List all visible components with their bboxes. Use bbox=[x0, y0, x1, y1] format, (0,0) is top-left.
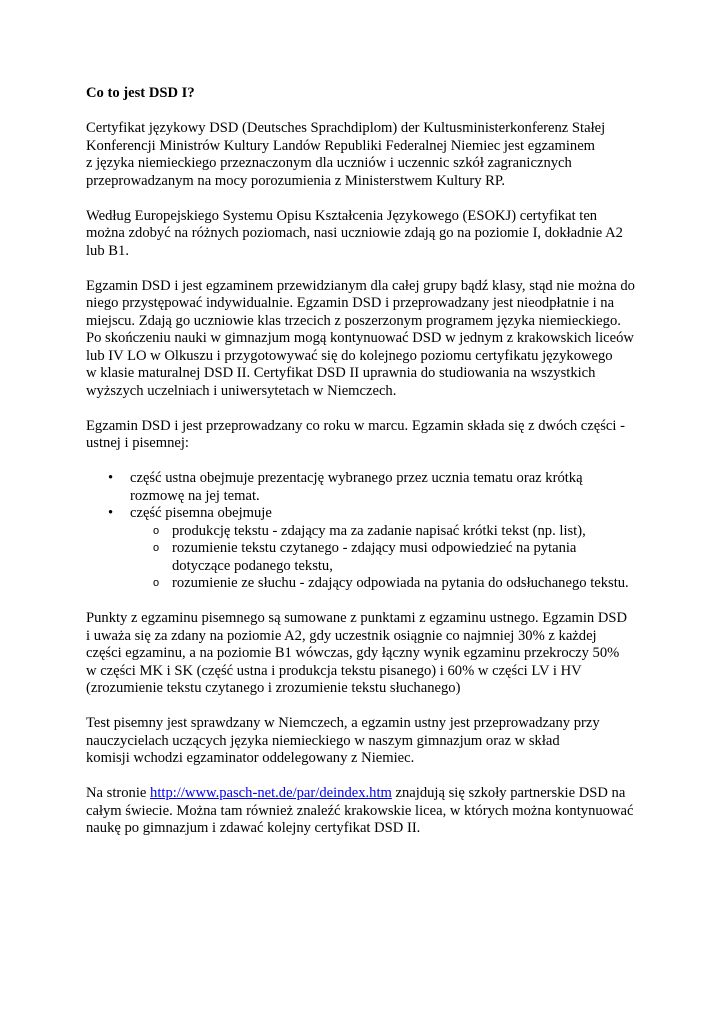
pasch-net-link[interactable]: http://www.pasch-net.de/par/deindex.htm bbox=[150, 785, 392, 801]
text-line: i uważa się za zdany na poziomie A2, gdy uczestnik osiągnie co najmniej 30% z każdej bbox=[86, 627, 597, 644]
list-item bbox=[86, 470, 646, 505]
sub-list-item bbox=[86, 523, 646, 541]
document-body bbox=[86, 85, 646, 838]
text-line: produkcję tekstu - zdający ma za zadanie napisać krótki tekst (np. list), bbox=[172, 522, 586, 539]
text-line: niego przystępować indywidualnie. Egzamin DSD i przeprowadzany jest nieodpłatnie i na bbox=[86, 295, 615, 311]
sub-bullet-icon: o bbox=[153, 542, 160, 554]
document-title: Co to jest DSD I? bbox=[86, 85, 195, 101]
text-line: miejscu. Zdają go uczniowie klas trzecich z poszerzonym programem języka niemieckiego. bbox=[86, 312, 621, 329]
paragraph-intro bbox=[86, 120, 646, 190]
text-line: część ustna obejmuje prezentację wybranego przez ucznia tematu oraz krótką bbox=[130, 470, 583, 486]
text-line: Egzamin DSD i jest egzaminem przewidzianym dla całej grupy bądź klasy, stąd nie można do bbox=[86, 277, 635, 294]
text-line: Konferencji Ministrów Kultury Landów Republiki Federalnej Niemiec jest egzaminem bbox=[86, 137, 596, 154]
text-line: w klasie maturalnej DSD II. Certyfikat DSD II uprawnia do studiowania na wszystkich bbox=[86, 365, 596, 381]
text-line: Egzamin DSD i jest przeprowadzany co roku w marcu. Egzamin składa się z dwóch części - bbox=[86, 417, 625, 434]
link-prefix-text: Na stronie bbox=[86, 785, 151, 801]
text-line: komisji wchodzi egzaminator oddelegowany z Niemiec. bbox=[86, 750, 415, 766]
spacer bbox=[86, 103, 646, 121]
spacer bbox=[86, 698, 646, 716]
text-line: (zrozumienie tekstu czytanego i zrozumienie tekstu słuchanego) bbox=[86, 680, 461, 696]
sub-list-item bbox=[86, 575, 646, 593]
text-line: lub B1. bbox=[86, 242, 129, 259]
paragraph-scoring bbox=[86, 610, 646, 698]
text-line: rozumienie tekstu czytanego - zdający musi odpowiedzieć na pytania bbox=[172, 540, 577, 556]
paragraph-evaluation bbox=[86, 715, 646, 768]
text-line: Certyfikat językowy DSD (Deutsches Sprachdiplom) der Kultusministerkonferenz Stałej bbox=[86, 120, 606, 136]
text-line: Według Europejskiego Systemu Opisu Kształcenia Językowego (ESOKJ) certyfikat ten bbox=[86, 207, 598, 224]
paragraph-partner-schools bbox=[86, 785, 646, 838]
sub-bullet-icon: o bbox=[153, 577, 160, 589]
text-line: z języka niemieckiego przeznaczonym dla uczniów i uczennic szkół zagranicznych bbox=[86, 155, 572, 171]
paragraph-exam-schedule bbox=[86, 418, 646, 453]
paragraph-esokj bbox=[86, 208, 646, 261]
spacer bbox=[86, 260, 646, 278]
text-line: nauczycielach uczących języka niemieckiego w naszym gimnazjum oraz w skład bbox=[86, 732, 560, 749]
text-line: naukę po gimnazjum i zdawać kolejny certyfikat DSD II. bbox=[86, 820, 421, 836]
text-line: dotyczące podanego tekstu, bbox=[172, 557, 333, 574]
spacer bbox=[86, 593, 646, 611]
sub-bullet-icon: o bbox=[153, 524, 160, 537]
list-item bbox=[86, 505, 646, 523]
text-line: Punkty z egzaminu pisemnego są sumowane z punktami z egzaminu ustnego. Egzamin DSD bbox=[86, 610, 628, 626]
bullet-icon: • bbox=[108, 470, 114, 486]
text-line: lub IV LO w Olkuszu i przygotowywać się do kolejnego poziomu certyfikatu językowego bbox=[86, 347, 613, 364]
text-line: w części MK i SK (część ustna i produkcja tekstu pisanego) i 60% w części LV i HV bbox=[86, 662, 582, 679]
text-line: przeprowadzanym na mocy porozumienia z Ministerstwem Kultury RP. bbox=[86, 172, 506, 189]
spacer bbox=[86, 190, 646, 208]
spacer bbox=[86, 453, 646, 471]
spacer bbox=[86, 400, 646, 418]
text-line bbox=[86, 785, 646, 803]
text-line: rozmowę na jej temat. bbox=[130, 487, 260, 504]
sub-list-item bbox=[86, 540, 646, 575]
spacer bbox=[86, 768, 646, 786]
text-line: można zdobyć na różnych poziomach, nasi uczniowie zdają go na poziomie I, dokładnie A2 bbox=[86, 225, 623, 241]
text-line: część pisemna obejmuje bbox=[130, 505, 272, 521]
text-line: Test pisemny jest sprawdzany w Niemczech, a egzamin ustny jest przeprowadzany przy bbox=[86, 715, 600, 731]
text-line: rozumienie ze słuchu - zdający odpowiada na pytania do odsłuchanego tekstu. bbox=[172, 575, 629, 591]
text-line: całym świecie. Można tam również znaleźć krakowskie licea, w których można kontynuować bbox=[86, 802, 634, 819]
bullet-list bbox=[86, 470, 646, 593]
text-line: ustnej i pisemnej: bbox=[86, 435, 189, 451]
bullet-icon: • bbox=[108, 505, 114, 521]
text-line: Po skończeniu nauki w gimnazjum mogą kontynuować DSD w jednym z krakowskich liceów bbox=[86, 330, 634, 346]
text-line: wyższych uczelniach i uniwersytetach w Niemczech. bbox=[86, 382, 397, 399]
paragraph-exam-group bbox=[86, 278, 646, 401]
text-line: części egzaminu, a na poziomie B1 wówczas, gdy łączny wynik egzaminu przekroczy 50% bbox=[86, 645, 620, 661]
link-suffix-text: znajdują się szkoły partnerskie DSD na bbox=[391, 785, 626, 801]
